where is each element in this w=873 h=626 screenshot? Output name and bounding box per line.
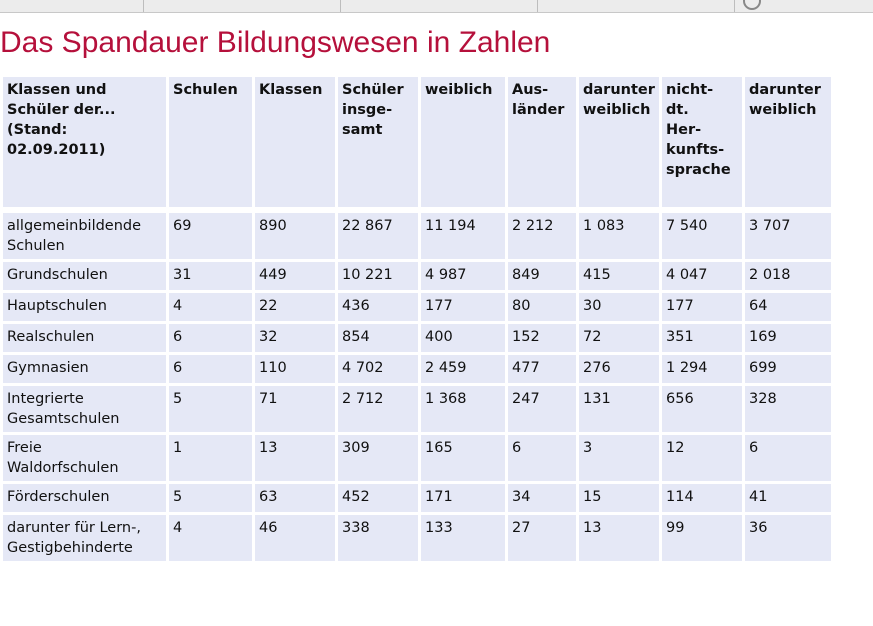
value-cell: 1 083 xyxy=(579,213,659,259)
browser-tab[interactable] xyxy=(0,0,144,12)
value-cell: 177 xyxy=(662,293,742,321)
column-header-line: 02.09.2011) xyxy=(7,142,106,158)
table-row xyxy=(3,515,831,561)
value-cell: 110 xyxy=(255,355,335,383)
value-cell: 99 xyxy=(662,515,742,561)
row-label-line: Realschulen xyxy=(7,329,95,345)
value-cell: 27 xyxy=(508,515,576,561)
row-label-line: darunter für Lern-, xyxy=(7,520,141,536)
table-row xyxy=(3,435,831,481)
row-label-cell xyxy=(3,262,166,290)
value-cell: 2 212 xyxy=(508,213,576,259)
value-cell: 36 xyxy=(745,515,831,561)
value-cell: 6 xyxy=(745,435,831,481)
value-cell: 32 xyxy=(255,324,335,352)
row-label-cell xyxy=(3,355,166,383)
value-cell: 13 xyxy=(579,515,659,561)
row-label-cell xyxy=(3,386,166,432)
value-cell: 46 xyxy=(255,515,335,561)
column-header-line: weiblich xyxy=(425,82,493,98)
column-header xyxy=(169,77,252,207)
value-cell: 7 540 xyxy=(662,213,742,259)
browser-tab[interactable] xyxy=(144,0,341,12)
column-header-line: nicht- xyxy=(666,82,714,98)
row-label-line: Hauptschulen xyxy=(7,298,107,314)
value-cell: 854 xyxy=(338,324,418,352)
value-cell: 11 194 xyxy=(421,213,505,259)
value-cell: 133 xyxy=(421,515,505,561)
value-cell: 165 xyxy=(421,435,505,481)
column-header-line: samt xyxy=(342,122,383,138)
value-cell: 6 xyxy=(169,355,252,383)
column-header-line: dt. xyxy=(666,102,689,118)
value-cell: 699 xyxy=(745,355,831,383)
value-cell: 656 xyxy=(662,386,742,432)
value-cell: 6 xyxy=(508,435,576,481)
row-label-line: Gestigbehinderte xyxy=(7,540,133,556)
value-cell: 2 459 xyxy=(421,355,505,383)
row-label-cell xyxy=(3,515,166,561)
value-cell: 80 xyxy=(508,293,576,321)
row-label-cell xyxy=(3,324,166,352)
value-cell: 1 368 xyxy=(421,386,505,432)
value-cell: 171 xyxy=(421,484,505,512)
column-header-line: Klassen xyxy=(259,82,323,98)
row-label-line: Gymnasien xyxy=(7,360,89,376)
column-header xyxy=(338,77,418,207)
value-cell: 10 221 xyxy=(338,262,418,290)
value-cell: 169 xyxy=(745,324,831,352)
column-header-line: (Stand: xyxy=(7,122,68,138)
value-cell: 30 xyxy=(579,293,659,321)
row-label-cell xyxy=(3,213,166,259)
column-header-line: Schulen xyxy=(173,82,238,98)
value-cell: 351 xyxy=(662,324,742,352)
value-cell: 2 712 xyxy=(338,386,418,432)
column-header-line: Aus- xyxy=(512,82,549,98)
browser-tab-strip xyxy=(0,0,873,13)
column-header-line: Schüler xyxy=(342,82,404,98)
tab-icon xyxy=(743,0,761,10)
value-cell: 69 xyxy=(169,213,252,259)
column-header xyxy=(508,77,576,207)
value-cell: 3 707 xyxy=(745,213,831,259)
value-cell: 436 xyxy=(338,293,418,321)
value-cell: 63 xyxy=(255,484,335,512)
row-label-line: Integrierte xyxy=(7,391,84,407)
row-label-line: Förderschulen xyxy=(7,489,110,505)
table-row xyxy=(3,213,831,259)
table-row xyxy=(3,386,831,432)
column-header-line: insge- xyxy=(342,102,393,118)
value-cell: 64 xyxy=(745,293,831,321)
table-header-row xyxy=(3,77,831,207)
value-cell: 12 xyxy=(662,435,742,481)
column-header-line: Her- xyxy=(666,122,702,138)
value-cell: 131 xyxy=(579,386,659,432)
column-header-line: darunter xyxy=(749,82,821,98)
table-row xyxy=(3,484,831,512)
value-cell: 31 xyxy=(169,262,252,290)
column-header xyxy=(662,77,742,207)
browser-tab[interactable] xyxy=(341,0,538,12)
value-cell: 276 xyxy=(579,355,659,383)
column-header xyxy=(421,77,505,207)
value-cell: 2 018 xyxy=(745,262,831,290)
column-header-line: weiblich xyxy=(749,102,817,118)
browser-tab[interactable] xyxy=(735,0,873,12)
column-header-line: kunfts- xyxy=(666,142,725,158)
page-title: Das Spandauer Bildungswesen in Zahlen xyxy=(0,26,551,59)
value-cell: 452 xyxy=(338,484,418,512)
table-row xyxy=(3,324,831,352)
value-cell: 71 xyxy=(255,386,335,432)
column-header-line: Schüler der... xyxy=(7,102,116,118)
value-cell: 114 xyxy=(662,484,742,512)
value-cell: 309 xyxy=(338,435,418,481)
value-cell: 338 xyxy=(338,515,418,561)
value-cell: 4 702 xyxy=(338,355,418,383)
value-cell: 34 xyxy=(508,484,576,512)
value-cell: 41 xyxy=(745,484,831,512)
value-cell: 5 xyxy=(169,386,252,432)
column-header-line: länder xyxy=(512,102,565,118)
column-header xyxy=(579,77,659,207)
value-cell: 1 xyxy=(169,435,252,481)
column-header xyxy=(3,77,166,207)
value-cell: 13 xyxy=(255,435,335,481)
row-label-cell xyxy=(3,484,166,512)
value-cell: 6 xyxy=(169,324,252,352)
row-label-line: Freie xyxy=(7,440,42,456)
column-header xyxy=(745,77,831,207)
row-label-line: Schulen xyxy=(7,238,65,254)
column-header-line: Klassen und xyxy=(7,82,107,98)
value-cell: 4 xyxy=(169,515,252,561)
row-label-line: allgemeinbildende xyxy=(7,218,142,234)
column-header-line: weiblich xyxy=(583,102,651,118)
value-cell: 4 047 xyxy=(662,262,742,290)
row-label-line: Grundschulen xyxy=(7,267,108,283)
value-cell: 4 987 xyxy=(421,262,505,290)
row-label-line: Gesamtschulen xyxy=(7,411,120,427)
value-cell: 449 xyxy=(255,262,335,290)
value-cell: 247 xyxy=(508,386,576,432)
row-label-cell xyxy=(3,435,166,481)
statistics-table xyxy=(0,74,834,564)
value-cell: 5 xyxy=(169,484,252,512)
row-label-cell xyxy=(3,293,166,321)
value-cell: 1 294 xyxy=(662,355,742,383)
value-cell: 72 xyxy=(579,324,659,352)
value-cell: 22 xyxy=(255,293,335,321)
value-cell: 477 xyxy=(508,355,576,383)
value-cell: 400 xyxy=(421,324,505,352)
column-header-line: darunter xyxy=(583,82,655,98)
value-cell: 152 xyxy=(508,324,576,352)
value-cell: 22 867 xyxy=(338,213,418,259)
column-header xyxy=(255,77,335,207)
table-row xyxy=(3,355,831,383)
value-cell: 890 xyxy=(255,213,335,259)
column-header-line: sprache xyxy=(666,162,731,178)
value-cell: 15 xyxy=(579,484,659,512)
value-cell: 415 xyxy=(579,262,659,290)
value-cell: 4 xyxy=(169,293,252,321)
row-label-line: Waldorfschulen xyxy=(7,460,119,476)
value-cell: 849 xyxy=(508,262,576,290)
browser-tab[interactable] xyxy=(538,0,735,12)
value-cell: 3 xyxy=(579,435,659,481)
table-row xyxy=(3,293,831,321)
value-cell: 177 xyxy=(421,293,505,321)
value-cell: 328 xyxy=(745,386,831,432)
table-row xyxy=(3,262,831,290)
